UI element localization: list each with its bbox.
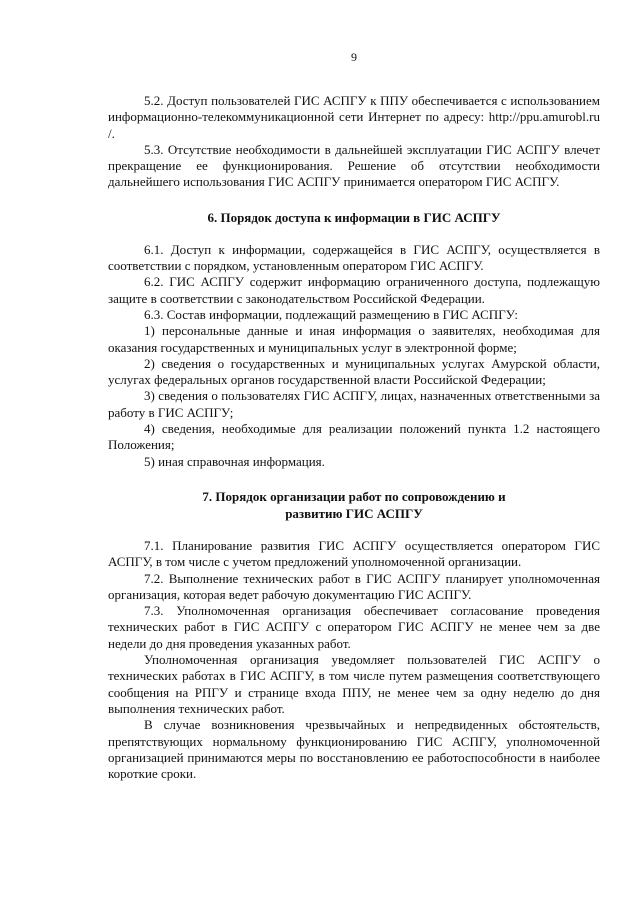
paragraph-6-1: 6.1. Доступ к информации, содержащейся в ГИС АСПГУ, осуществляется в соответствии с порядком, установленным оператором ГИС АСПГУ. bbox=[108, 241, 600, 274]
paragraph-7-1: 7.1. Планирование развития ГИС АСПГУ осуществляется оператором ГИС АСПГУ, в том числе с учетом предложений уполномоченной организации. bbox=[108, 537, 600, 570]
paragraph-7-3: 7.3. Уполномоченная организация обеспечивает согласование проведения технических работ в ГИС АСПГУ с оператором ГИС АСПГУ не менее чем за две недели до дня проведения указанных работ. bbox=[108, 603, 600, 651]
list-item-6-3-5: 5) иная справочная информация. bbox=[144, 453, 325, 469]
paragraph-6-3: 6.3. Состав информации, подлежащий размещению в ГИС АСПГУ: bbox=[144, 306, 519, 322]
section-7-heading-line-1: 7. Порядок организации работ по сопровождению и bbox=[202, 488, 506, 504]
section-6-heading: 6. Порядок доступа к информации в ГИС АСПГУ bbox=[207, 209, 501, 225]
list-item-6-3-1: 1) персональные данные и иная информация о заявителях, необходимая для оказания государственных и муниципальных услуг в электронной форме; bbox=[108, 323, 600, 355]
list-item-6-3-2: 2) сведения о государственных и муниципальных услугах Амурской области, услугах федеральных органов государственной власти Российской Федерации; bbox=[108, 355, 600, 388]
section-7-heading-line-2: развитию ГИС АСПГУ bbox=[285, 505, 423, 521]
paragraph-6-2: 6.2. ГИС АСПГУ содержит информацию ограниченного доступа, подлежащую защите в соответствии с законодательством Российской Федерации. bbox=[108, 274, 600, 306]
section-7-heading bbox=[108, 488, 600, 522]
paragraph-5-2: 5.2. Доступ пользователей ГИС АСПГУ к ППУ обеспечивается с использованием информационно-телекоммуникационной сети Интернет по адресу: http://ppu.amurobl.ru /. bbox=[108, 93, 600, 141]
section-7 bbox=[108, 488, 600, 782]
paragraph-7-3-emergency: В случае возникновения чрезвычайных и непредвиденных обстоятельств, препятствующих нормальному функционированию ГИС АСПГУ, уполномоченной организацией принимаются меры по восстановлению ее работоспособности в наиболее короткие сроки. bbox=[108, 717, 600, 782]
section-5-continuation bbox=[108, 93, 600, 191]
paragraph-5-3: 5.3. Отсутствие необходимости в дальнейшей эксплуатации ГИС АСПГУ влечет прекращение ее функционирования. Решение об отсутствии необходимости дальнейшего использования ГИС АСПГУ принимается оператором ГИС АСПГУ. bbox=[108, 141, 600, 190]
paragraph-7-2: 7.2. Выполнение технических работ в ГИС АСПГУ планирует уполномоченная организация, которая ведет рабочую документацию ГИС АСПГУ. bbox=[108, 570, 600, 602]
document-page bbox=[108, 50, 600, 782]
section-6 bbox=[108, 209, 600, 470]
list-item-6-3-4: 4) сведения, необходимые для реализации положений пункта 1.2 настоящего Положения; bbox=[108, 421, 600, 453]
paragraph-7-3-notification: Уполномоченная организация уведомляет пользователей ГИС АСПГУ о технических работах в ГИС АСПГУ, в том числе путем размещения соответствующего сообщения на РПГУ и странице входа ППУ, не менее чем за одну неделю до дня выполнения технических работ. bbox=[108, 652, 600, 716]
page-number: 9 bbox=[351, 50, 357, 64]
list-item-6-3-3: 3) сведения о пользователях ГИС АСПГУ, лицах, назначенных ответственными за работу в ГИС АСПГУ; bbox=[108, 388, 600, 420]
